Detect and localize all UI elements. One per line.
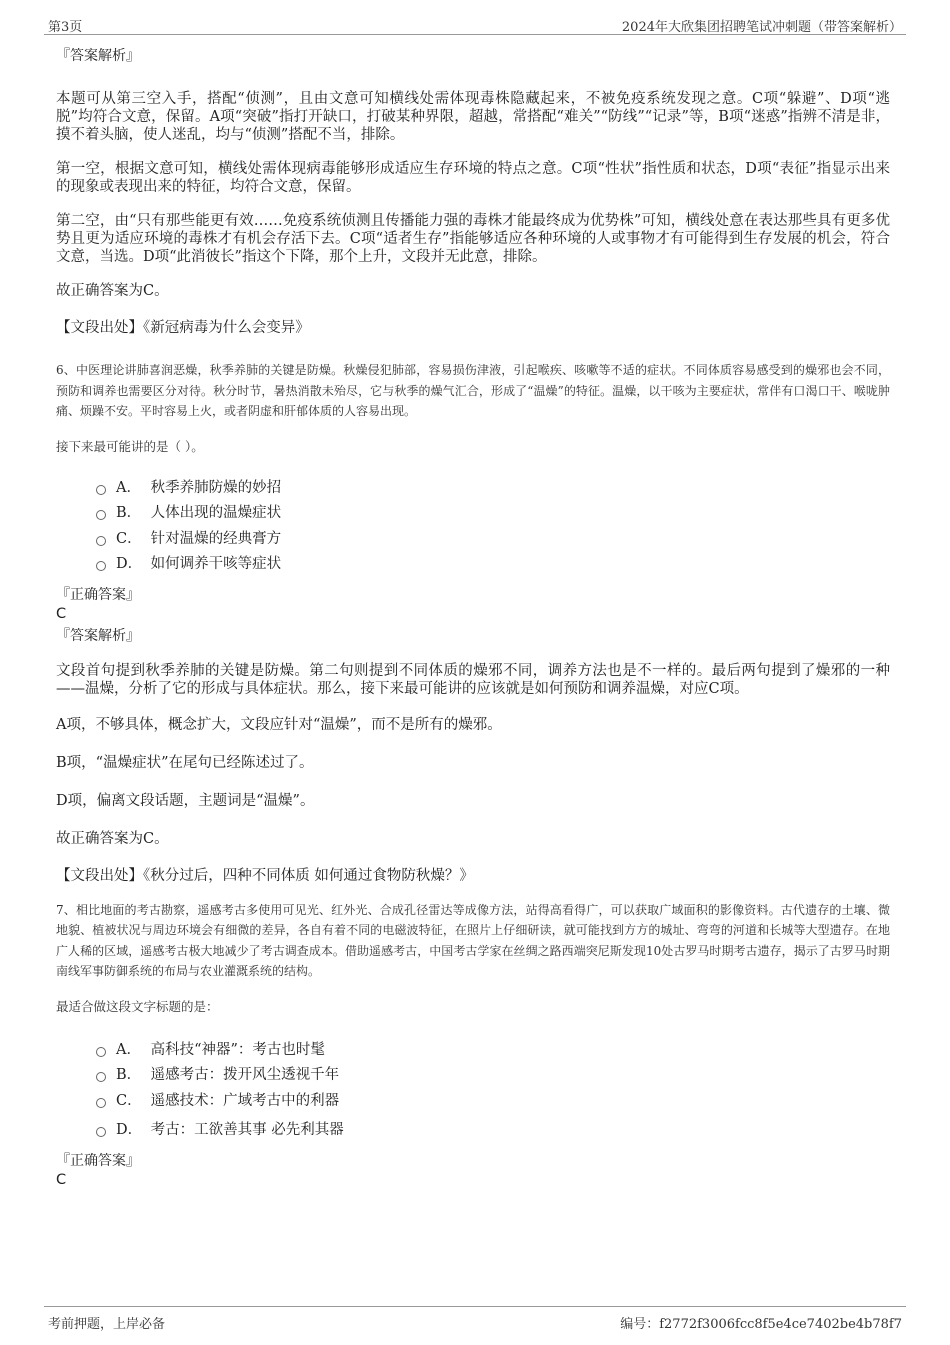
page-number: 第3页 <box>48 20 83 35</box>
question-7 <box>56 900 890 1189</box>
q5-analysis-section <box>56 46 890 338</box>
page-content <box>56 46 890 1193</box>
option-letter: C． <box>116 530 142 547</box>
page-footer <box>44 1306 906 1332</box>
radio-icon[interactable] <box>96 1047 106 1057</box>
analysis-conclusion: 故正确答案为C。 <box>56 283 169 299</box>
radio-icon[interactable] <box>96 1098 106 1108</box>
option-d[interactable] <box>96 552 890 578</box>
radio-icon[interactable] <box>96 485 106 495</box>
analysis-conclusion: 故正确答案为C。 <box>56 830 169 847</box>
option-letter: B． <box>116 1067 142 1083</box>
question-text: 6、中医理论讲肺喜润恶燥，秋季养肺的关键是防燥。秋燥侵犯肺部，容易损伤津液，引起喉疾、咳嗽等不适的症状。不同体质容易感受到的燥邪也会不同，预防和调养也需要区分对待。秋分时节，暑热消散未殆尽，它与秋季的燥气汇合，形成了“温燥”的特征。温燥，以干咳为主要症状，常伴有口渴口干、喉咙肿痛、烦躁不安。平时容易上火，或者阴虚和肝郁体质的人容易出现。 <box>56 363 890 418</box>
option-b[interactable] <box>96 1063 890 1089</box>
correct-answer: C <box>56 605 67 622</box>
question-text: 7、相比地面的考古勘察，遥感考古多使用可见光、红外光、合成孔径雷达等成像方法，站得高看得广，可以获取广域面积的影像资料。古代遗存的土壤、微地貌、植被状况与周边环境会有细微的差异，各自有着不同的电磁波特征，在照片上仔细研读，就可能找到方方的城址、弯弯的河道和长城等大型遗存。在地广人稀的区域，遥感考古极大地减少了考古调查成本。借助遥感考古，中国考古学家在丝绸之路西端突尼斯发现10处古罗马时期考古遗存，揭示了古罗马时期南线军事防御系统的布局与农业灌溉系统的结构。 <box>56 902 890 978</box>
option-c[interactable] <box>96 1089 890 1115</box>
source-citation: 【文段出处】《秋分过后，四种不同体质 如何通过食物防秋燥？》 <box>56 867 474 884</box>
correct-answer: C <box>56 1171 67 1188</box>
option-text: 考古：工欲善其事 必先利其器 <box>150 1122 344 1138</box>
analysis-label: 『答案解析』 <box>56 48 140 64</box>
option-a[interactable] <box>96 476 890 502</box>
option-text: 遥感技术：广域考古中的利器 <box>150 1092 340 1109</box>
radio-icon[interactable] <box>96 510 106 520</box>
option-a[interactable] <box>96 1038 890 1064</box>
analysis-paragraph: B项，“温燥症状”在尾句已经陈述过了。 <box>56 754 314 771</box>
analysis-paragraph: D项，偏离文段话题，主题词是“温燥”。 <box>56 792 315 809</box>
radio-icon[interactable] <box>96 536 106 546</box>
correct-answer-label: 『正确答案』 <box>56 1152 140 1169</box>
radio-icon[interactable] <box>96 561 106 571</box>
question-stem: 最适合做这段文字标题的是： <box>56 998 219 1014</box>
options-list <box>56 1038 890 1144</box>
options-list <box>56 476 890 578</box>
option-text: 人体出现的温燥症状 <box>150 505 282 521</box>
option-letter: A． <box>116 1041 141 1058</box>
option-c[interactable] <box>96 527 890 553</box>
option-text: 秋季养肺防燥的妙招 <box>150 479 282 496</box>
source-citation: 【文段出处】《新冠病毒为什么会变异》 <box>56 320 310 336</box>
option-letter: D． <box>116 556 143 572</box>
analysis-paragraph: A项，不够具体，概念扩大，文段应针对“温燥”，而不是所有的燥邪。 <box>56 716 502 733</box>
question-stem: 接下来最可能讲的是（ ）。 <box>56 438 204 454</box>
analysis-label: 『答案解析』 <box>56 627 140 644</box>
footer-slogan: 考前押题，上岸必备 <box>48 1317 166 1332</box>
option-letter: A． <box>116 479 141 496</box>
option-b[interactable] <box>96 501 890 527</box>
option-text: 遥感考古：拨开风尘透视千年 <box>150 1067 340 1083</box>
option-text: 针对温燥的经典膏方 <box>150 530 282 547</box>
question-6 <box>56 360 890 886</box>
correct-answer-label: 『正确答案』 <box>56 586 140 603</box>
option-text: 高科技“神器”：考古也时髦 <box>150 1041 325 1058</box>
option-d[interactable] <box>96 1118 890 1144</box>
analysis-paragraph: 本题可从第三空入手，搭配“侦测”，且由文意可知横线处需体现毒株隐藏起来，不被免疫系统发现之意。C项“躲避”、D项“逃脱”均符合文意，保留。A项“突破”指打开缺口，打破某种界限，超越，常搭配“难关”“防线”“记录”等，B项“迷惑”指辨不清是非，摸不着头脑，使人迷乱，均与“侦测”搭配不当，排除。 <box>56 91 890 143</box>
analysis-paragraph: 文段首句提到秋季养肺的关键是防燥。第二句则提到不同体质的燥邪不同，调养方法也是不一样的。最后两句提到了燥邪的一种——温燥，分析了它的形成与具体症状。那么，接下来最可能讲的应该就是如何预防和调养温燥，对应C项。 <box>56 662 890 697</box>
option-text: 如何调养干咳等症状 <box>150 556 282 572</box>
analysis-paragraph: 第一空，根据文意可知，横线处需体现病毒能够形成适应生存环境的特点之意。C项“性状”指性质和状态，D项“表征”指显示出来的现象或表现出来的特征，均符合文意，保留。 <box>56 161 890 195</box>
option-letter: D． <box>116 1122 143 1138</box>
page-header <box>44 14 906 35</box>
option-letter: C． <box>116 1092 142 1109</box>
document-code: 编号：f2772f3006fcc8f5e4ce7402be4b78f7 <box>620 1317 902 1332</box>
radio-icon[interactable] <box>96 1127 106 1137</box>
radio-icon[interactable] <box>96 1072 106 1082</box>
option-letter: B． <box>116 505 142 521</box>
analysis-paragraph: 第二空，由“只有那些能更有效……免疫系统侦测且传播能力强的毒株才能最终成为优势株”可知，横线处意在表达那些具有更多优势且更为适应环境的毒株才有机会存活下去。C项“适者生存”指能够适应各种环境的人或事物才有可能得到生存发展的机会，符合文意，当选。D项“此消彼长”指这个下降，那个上升，文段并无此意，排除。 <box>56 213 890 265</box>
document-title: 2024年大欣集团招聘笔试冲刺题（带答案解析） <box>621 20 902 35</box>
